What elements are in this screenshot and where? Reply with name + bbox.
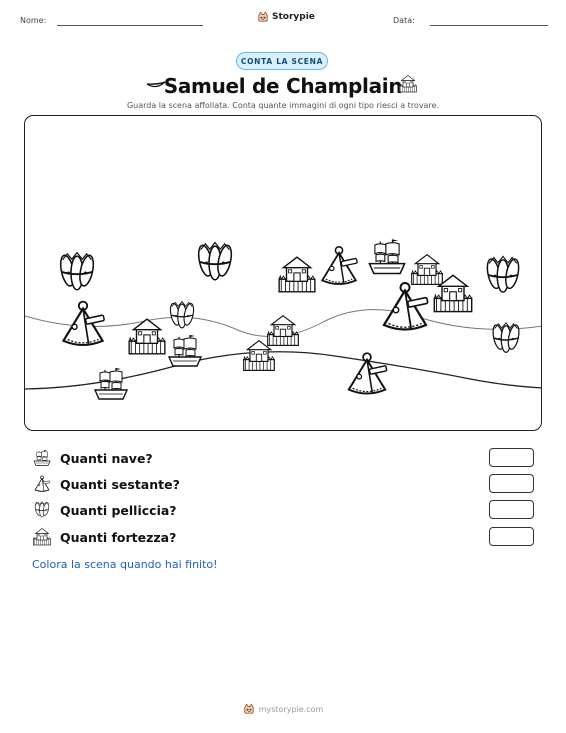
fort-1 [129,319,165,354]
storypie-logo [257,11,315,23]
question-sextants: Quanti sestante? [32,474,180,494]
ship-1 [169,335,201,366]
fur-3 [169,302,196,328]
answer-box-furs[interactable] [489,500,534,519]
date-field-line[interactable] [430,25,548,26]
date-label: Data: [393,16,415,25]
color-instruction: Colora la scena quando hai finito! [32,558,218,571]
fur-icon [32,500,52,520]
name-label: Nome: [20,16,47,25]
instructions: Guarda la scena affollata. Conta quante immagini di ogni tipo riesci a trovare. [126,101,440,110]
fur-2 [196,243,233,280]
fur-4 [485,256,521,292]
fur-1 [58,253,95,290]
ship-icon [32,448,52,468]
scene-drawing [25,116,542,431]
storypie-mascot-icon [257,11,269,23]
question-ships: Quanti nave? [32,448,153,468]
sextant-1 [63,302,104,345]
storypie-footer-icon [243,703,255,715]
question-forts: Quanti fortezza? [32,527,176,547]
answer-box-sextants[interactable] [489,474,534,493]
ship-2 [369,239,404,273]
sextant-2 [322,247,357,284]
fort-5 [412,255,443,285]
answer-box-forts[interactable] [489,527,534,546]
fort-3 [268,316,299,346]
counting-scene [24,115,542,431]
footer [0,703,566,715]
question-furs: Quanti pelliccia? [32,500,177,520]
name-field-line[interactable] [57,25,203,26]
fort-title-icon [398,74,418,94]
sextant-icon [32,474,52,494]
fort-icon [32,527,52,547]
answer-box-ships[interactable] [489,448,534,467]
sextant-3 [384,283,428,330]
footer-url[interactable]: mystorypie.com [258,704,324,714]
fur-5 [491,323,521,352]
activity-badge: CONTA LA SCENA [236,52,328,70]
page-title: Samuel de Champlain [163,74,403,98]
ship-3 [95,368,127,399]
brand-name: Storypie [272,12,315,22]
fort-2 [279,257,315,292]
